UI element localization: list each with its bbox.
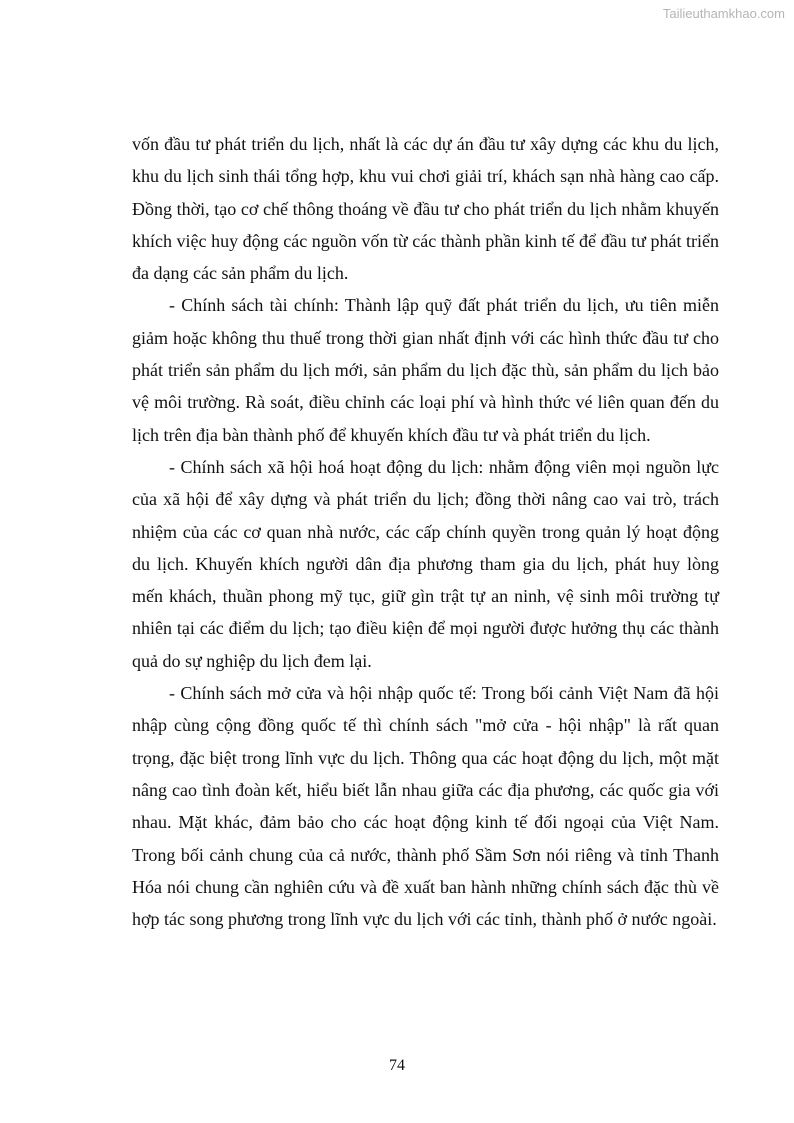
watermark: Tailieuthamkhao.com [662, 6, 785, 21]
page-body [132, 128, 719, 935]
paragraph-financial-policy: - Chính sách tài chính: Thành lập quỹ đất phát triển du lịch, ưu tiên miễn giảm hoặc không thu thuế trong thời gian nhất định với các hình thức đầu tư cho phát triển sản phẩm du lịch mới, sản phẩm du lịch đặc thù, sản phẩm du lịch bảo vệ môi trường. Rà soát, điều chỉnh các loại phí và hình thức vé liên quan đến du lịch trên địa bàn thành phố để khuyến khích đầu tư và phát triển du lịch. [132, 295, 719, 445]
paragraph-investment-continued: vốn đầu tư phát triển du lịch, nhất là các dự án đầu tư xây dựng các khu du lịch, khu du lịch sinh thái tổng hợp, khu vui chơi giải trí, khách sạn nhà hàng cao cấp. Đồng thời, tạo cơ chế thông thoáng về đầu tư cho phát triển du lịch nhằm khuyến khích việc huy động các nguồn vốn từ các thành phần kinh tế để đầu tư phát triển đa dạng các sản phẩm du lịch. [132, 134, 719, 284]
page-number: 74 [389, 1057, 405, 1074]
paragraph-integration-policy: - Chính sách mở cửa và hội nhập quốc tế: Trong bối cảnh Việt Nam đã hội nhập cùng cộng đồng quốc tế thì chính sách "mở cửa - hội nhập" là rất quan trọng, đặc biệt trong lĩnh vực du lịch. Thông qua các hoạt động du lịch, một mặt nâng cao tình đoàn kết, hiểu biết lẫn nhau giữa các địa phương, các quốc gia với nhau. Mặt khác, đảm bảo cho các hoạt động kinh tế đối ngoại của Việt Nam. Trong bối cảnh chung của cả nước, thành phố Sầm Sơn nói riêng và tỉnh Thanh Hóa nói chung cần nghiên cứu và đề xuất ban hành những chính sách đặc thù về hợp tác song phương trong lĩnh vực du lịch với các tỉnh, thành phố ở nước ngoài. [132, 683, 719, 930]
paragraph-socialization-policy: - Chính sách xã hội hoá hoạt động du lịch: nhằm động viên mọi nguồn lực của xã hội để xây dựng và phát triển du lịch; đồng thời nâng cao vai trò, trách nhiệm của các cơ quan nhà nước, các cấp chính quyền trong quản lý hoạt động du lịch. Khuyến khích người dân địa phương tham gia du lịch, phát huy lòng mến khách, thuần phong mỹ tục, giữ gìn trật tự an ninh, vệ sinh môi trường tự nhiên tại các điểm du lịch; tạo điều kiện để mọi người được hưởng thụ các thành quả do sự nghiệp du lịch đem lại. [132, 456, 719, 671]
